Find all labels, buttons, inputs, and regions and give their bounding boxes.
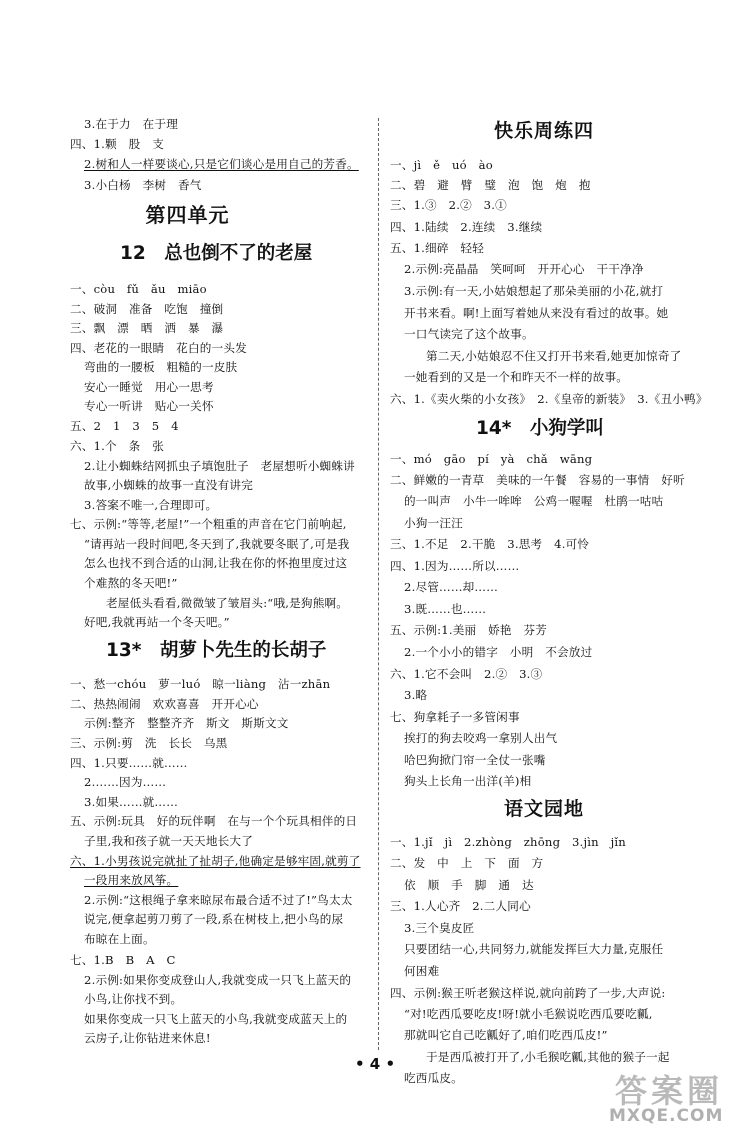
answer-line: 挨打的狗去咬鸡一拿别人出气 [404, 731, 558, 745]
answer-line: 四、1.因为……所以…… [390, 559, 520, 573]
answer-line: 说完,便拿起剪刀剪了一段,系在树枝上,把小鸟的尿 [84, 912, 344, 926]
answer-line: 二、发 中 上 下 面 方 [390, 856, 544, 870]
answer-line: 二、鲜嫩的一青草 美味的一午餐 容易的一事情 好听 [390, 473, 685, 487]
answer-line: 专心一听讲 贴心一关怀 [84, 399, 214, 413]
answer-line: 三、示例:剪 洗 长长 乌黑 [70, 736, 228, 750]
answer-line: 四、1.陆续 2.连续 3.继续 [390, 220, 543, 234]
answer-line: 2.示例:如果你变成登山人,我就变成一只飞上蓝天的 [84, 973, 352, 987]
column-divider [378, 118, 379, 1050]
answer-line: 故事,小蜘蛛的故事一直没有讲完 [84, 478, 253, 492]
answer-line: 四、示例:猴王听老猴这样说,就向前跨了一步,大声说: [390, 986, 666, 1000]
answer-line: 安心一睡觉 用心一思考 [84, 380, 214, 394]
answer-line: 弯曲的一腰板 粗糙的一皮肤 [84, 360, 238, 374]
watermark-logo [603, 1066, 743, 1128]
answer-line: 那就叫它自己吃瓤好了,咱们吃西瓜皮!” [404, 1028, 608, 1042]
answer-line: 七、1.B B A C [70, 953, 176, 967]
answer-line: 六、1.《卖火柴的小女孩》 2.《皇帝的新装》 3.《丑小鸭》 [390, 392, 708, 406]
answer-line: 依 顺 手 脚 通 达 [404, 878, 534, 892]
answer-line: 六、1.它不会叫 2.② 3.③ [390, 667, 543, 681]
answer-line: 一、jì ě uó ào [390, 158, 493, 172]
answer-line: 七、狗拿耗子一多管闲事 [390, 710, 520, 724]
answer-line: 小狗一汪汪 [404, 516, 463, 530]
answer-line: 2.尽管……却…… [404, 580, 499, 594]
answer-line: 三、1.不足 2.干脆 3.思考 4.可怜 [390, 537, 590, 551]
answer-line: 第二天,小姑娘忍不住又打开书来看,她更加惊奇了 [426, 349, 682, 363]
answer-line: 示例:整齐 整整齐齐 斯文 斯斯文文 [84, 716, 289, 730]
answer-line: 2.示例:亮晶晶 笑呵呵 开开心心 干干净净 [404, 262, 644, 276]
answer-line: 一、1.jǐ jì 2.zhòng zhōng 3.jìn jǐn [390, 835, 626, 849]
answer-line: 的一叫声 小牛一哞哞 公鸡一喔喔 杜鹃一咕咕 [404, 494, 664, 508]
answer-line: 个难熬的冬天吧!” [84, 576, 178, 590]
answer-line: 一口气读完了这个故事。 [404, 327, 534, 341]
answer-line: 于是西瓜被打开了,小毛猴吃瓤,其他的猴子一起 [426, 1050, 670, 1064]
answer-line: 四、老花的一眼睛 花白的一头发 [70, 341, 247, 355]
answer-line: 何困难 [404, 964, 440, 978]
answer-line: 怎么也找不到合适的山洞,让我在你的怀抱里度过这 [84, 556, 348, 570]
answer-line: 3.答案不唯一,合理即可。 [84, 498, 218, 512]
answer-line: 3.三个臭皮匠 [404, 921, 475, 935]
answer-line: 2.……因为…… [84, 775, 167, 789]
answer-line: 只要团结一心,共同努力,就能发挥巨大力量,克服任 [404, 942, 664, 956]
answer-line: 子里,我和孩子就一天天地长大了 [84, 834, 253, 848]
answer-line: 一她看到的又是一个和昨天不一样的故事。 [404, 370, 629, 384]
answer-line: 三、飘 漂 晒 洒 暴 瀑 [70, 321, 224, 335]
answer-line: 一、còu fǔ ǎu miāo [70, 282, 207, 296]
unit-title: 第四单元 [145, 203, 230, 227]
answer-line: 2.示例:“这根绳子拿来晾尿布最合适不过了!”鸟太太 [84, 893, 353, 907]
answer-line: 四、1.颗 股 支 [70, 137, 165, 151]
answer-line: 如果你变成一只飞上蓝天的小鸟,我就变成蓝天上的 [84, 1012, 348, 1026]
answer-line: 3.小白杨 李树 香气 [84, 178, 202, 192]
answer-line: 云房子,让你钻进来休息! [84, 1031, 211, 1045]
answer-line: 六、1.个 条 张 [70, 439, 165, 453]
lesson-title: 13* 胡萝卜先生的长胡子 [106, 640, 327, 661]
answer-line: 布晾在上面。 [84, 932, 155, 946]
answer-line: 3.略 [404, 688, 428, 702]
answer-line: 七、示例:“等等,老屋!”一个粗重的声音在它门前响起, [70, 517, 347, 531]
answer-line: 2.让小蜘蛛结网抓虫子填饱肚子 老屋想听小蜘蛛讲 [84, 459, 355, 473]
answer-line: 一段用来放风筝。 [84, 873, 179, 887]
answer-line: 五、示例:玩具 好的玩伴啊 在与一个个玩具相伴的日 [70, 814, 358, 828]
page-number: • 4 • [354, 1055, 396, 1073]
lesson-title: 12 总也倒不了的老屋 [120, 243, 313, 264]
answer-line: 二、热热闹闹 欢欢喜喜 开开心心 [70, 697, 259, 711]
answer-line: 五、2 1 3 5 4 [70, 419, 179, 433]
answer-line: 2.一个小小的错字 小明 不会放过 [404, 645, 593, 659]
answer-line: 六、1.小男孩说完就扯了扯胡子,他确定是够牢固,就剪了 [70, 854, 361, 868]
answer-line: 五、1.细碎 轻轻 [390, 241, 485, 255]
answer-line: 二、碧 避 臂 璧 泡 饱 炮 抱 [390, 178, 591, 192]
answer-line: 四、1.只要……就…… [70, 756, 188, 770]
answer-line: 3.在于力 在于理 [84, 117, 179, 131]
section-title: 快乐周练四 [494, 120, 595, 142]
section-title: 语文园地 [504, 798, 585, 820]
answer-line: 哈巴狗掀门帘一全仗一张嘴 [404, 753, 546, 767]
answer-line: 开书来看。啊!上面写着她从来没有看过的故事。她 [404, 306, 669, 320]
answer-line: 2.树和人一样要谈心,只是它们谈心是用自己的芳香。 [84, 157, 359, 171]
watermark-url: MXQE.COM [609, 1106, 724, 1126]
answer-line: 小鸟,让你找不到。 [84, 992, 183, 1006]
answer-line: 一、愁一chóu 萝一luó 晾一liàng 沾一zhān [70, 677, 331, 691]
answer-line: 3.如果……就…… [84, 795, 179, 809]
answer-line: “请再站一段时间吧,冬天到了,我就要冬眠了,可是我 [84, 537, 350, 551]
answer-line: “对!吃西瓜要吃皮!呀!就小毛猴说吃西瓜要吃瓤, [404, 1007, 653, 1021]
answer-line: 老屋低头看看,微微皱了皱眉头:“哦,是狗熊啊。 [106, 596, 349, 610]
answer-line: 好吧,我就再站一个冬天吧。” [84, 615, 230, 629]
watermark-text: 答案圈 [615, 1072, 724, 1110]
answer-line: 3.示例:有一天,小姑娘想起了那朵美丽的小花,就打 [404, 284, 664, 298]
answer-line: 一、mó gāo pí yà chǎ wāng [390, 452, 593, 466]
answer-line: 二、破洞 准备 吃饱 撞倒 [70, 302, 224, 316]
answer-line: 狗头上长角一出洋(羊)相 [404, 774, 532, 788]
lesson-title: 14* 小狗学叫 [476, 418, 604, 439]
answer-line: 三、1.③ 2.② 3.① [390, 198, 507, 212]
answer-line: 五、示例:1.美丽 娇艳 芬芳 [390, 623, 548, 637]
answer-line: 吃西瓜皮。 [404, 1071, 463, 1085]
answer-line: 3.既……也…… [404, 602, 487, 616]
answer-line: 三、1.人心齐 2.二人同心 [390, 899, 531, 913]
